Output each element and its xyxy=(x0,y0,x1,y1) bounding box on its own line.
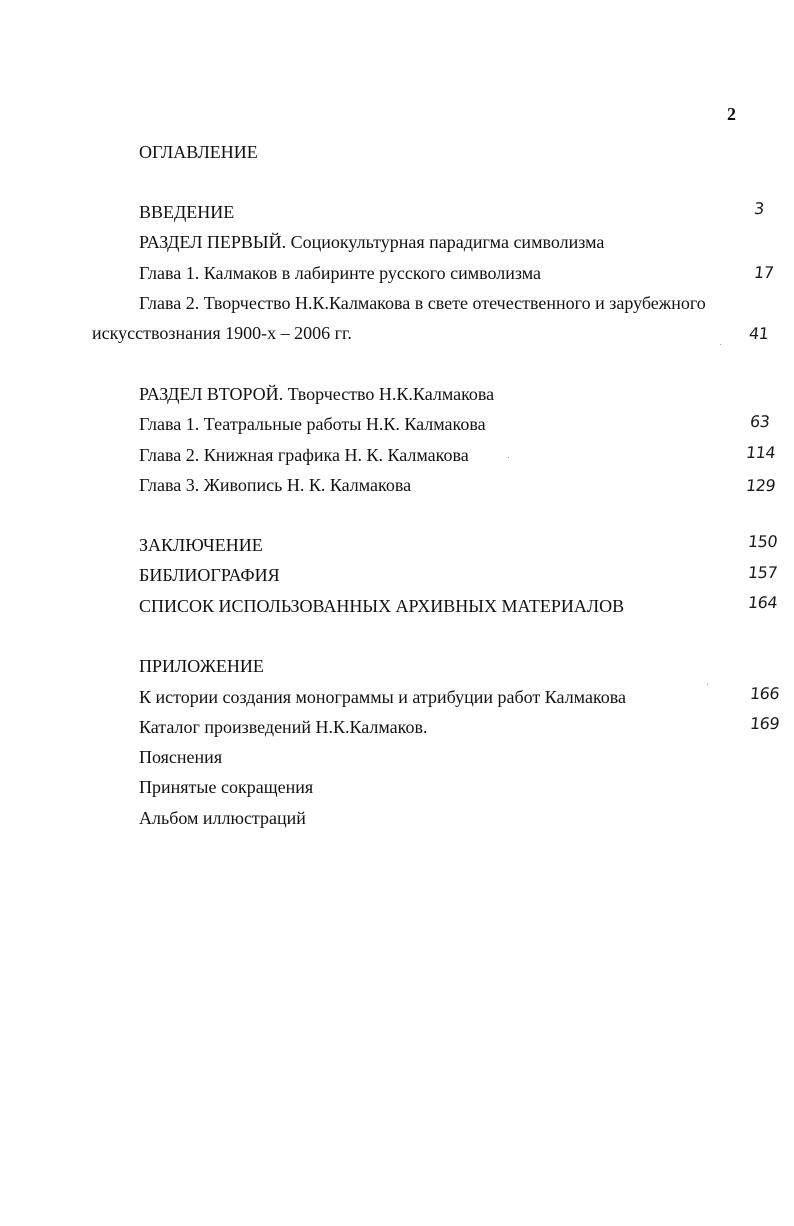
toc-page-number: 114 xyxy=(745,443,777,462)
toc-entry-label: ВВЕДЕНИЕ xyxy=(139,202,235,222)
toc-page-number: 3 xyxy=(753,199,765,218)
scan-speck xyxy=(508,457,509,458)
toc-page-number: 150 xyxy=(747,532,779,551)
appendix-title: ПРИЛОЖЕНИЕ xyxy=(139,656,264,676)
toc-entry-label: Глава 1. Калмаков в лабиринте русского символизма xyxy=(139,263,542,283)
toc-entry-label-line2: искусствознания 1900-х – 2006 гг. xyxy=(92,323,352,343)
toc-page-number: 63 xyxy=(749,412,771,431)
toc-heading: ОГЛАВЛЕНИЕ xyxy=(139,142,258,162)
toc-page-number: 129 xyxy=(745,476,777,495)
toc-entry-label: К истории создания монограммы и атрибуции работ Калмакова xyxy=(139,687,627,707)
toc-entry-abbreviations: Принятые сокращения xyxy=(139,777,314,797)
toc-entry-label: Глава 2. Книжная графика Н. К. Калмакова xyxy=(139,445,469,465)
section-one-title: РАЗДЕЛ ПЕРВЫЙ. Социокультурная парадигма символизма xyxy=(139,232,605,252)
toc-entry-label: Глава 1. Театральные работы Н.К. Калмакова xyxy=(139,414,486,434)
toc-page-number: 157 xyxy=(747,563,779,582)
toc-entry-label-line1: Глава 2. Творчество Н.К.Калмакова в свете отечественного и зарубежного xyxy=(139,293,706,313)
page-number: 2 xyxy=(727,104,736,124)
scan-speck xyxy=(720,344,721,345)
scan-speck xyxy=(707,684,708,685)
toc-page-number: 41 xyxy=(748,324,770,343)
toc-entry-label: Глава 3. Живопись Н. К. Калмакова xyxy=(139,475,412,495)
toc-entry-label: Каталог произведений Н.К.Калмаков. xyxy=(139,717,428,737)
toc-entry-label: БИБЛИОГРАФИЯ xyxy=(139,565,280,585)
toc-page-number: 169 xyxy=(749,714,781,733)
section-two-title: РАЗДЕЛ ВТОРОЙ. Творчество Н.К.Калмакова xyxy=(139,384,495,404)
toc-page-number: 17 xyxy=(753,263,775,282)
toc-entry-label: ЗАКЛЮЧЕНИЕ xyxy=(139,535,263,555)
toc-entry-label: СПИСОК ИСПОЛЬЗОВАННЫХ АРХИВНЫХ МАТЕРИАЛОВ xyxy=(139,596,625,616)
toc-entry-album: Альбом иллюстраций xyxy=(139,808,306,828)
toc-page-number: 166 xyxy=(749,684,781,703)
toc-page-number: 164 xyxy=(747,593,779,612)
toc-entry-notes: Пояснения xyxy=(139,747,223,767)
